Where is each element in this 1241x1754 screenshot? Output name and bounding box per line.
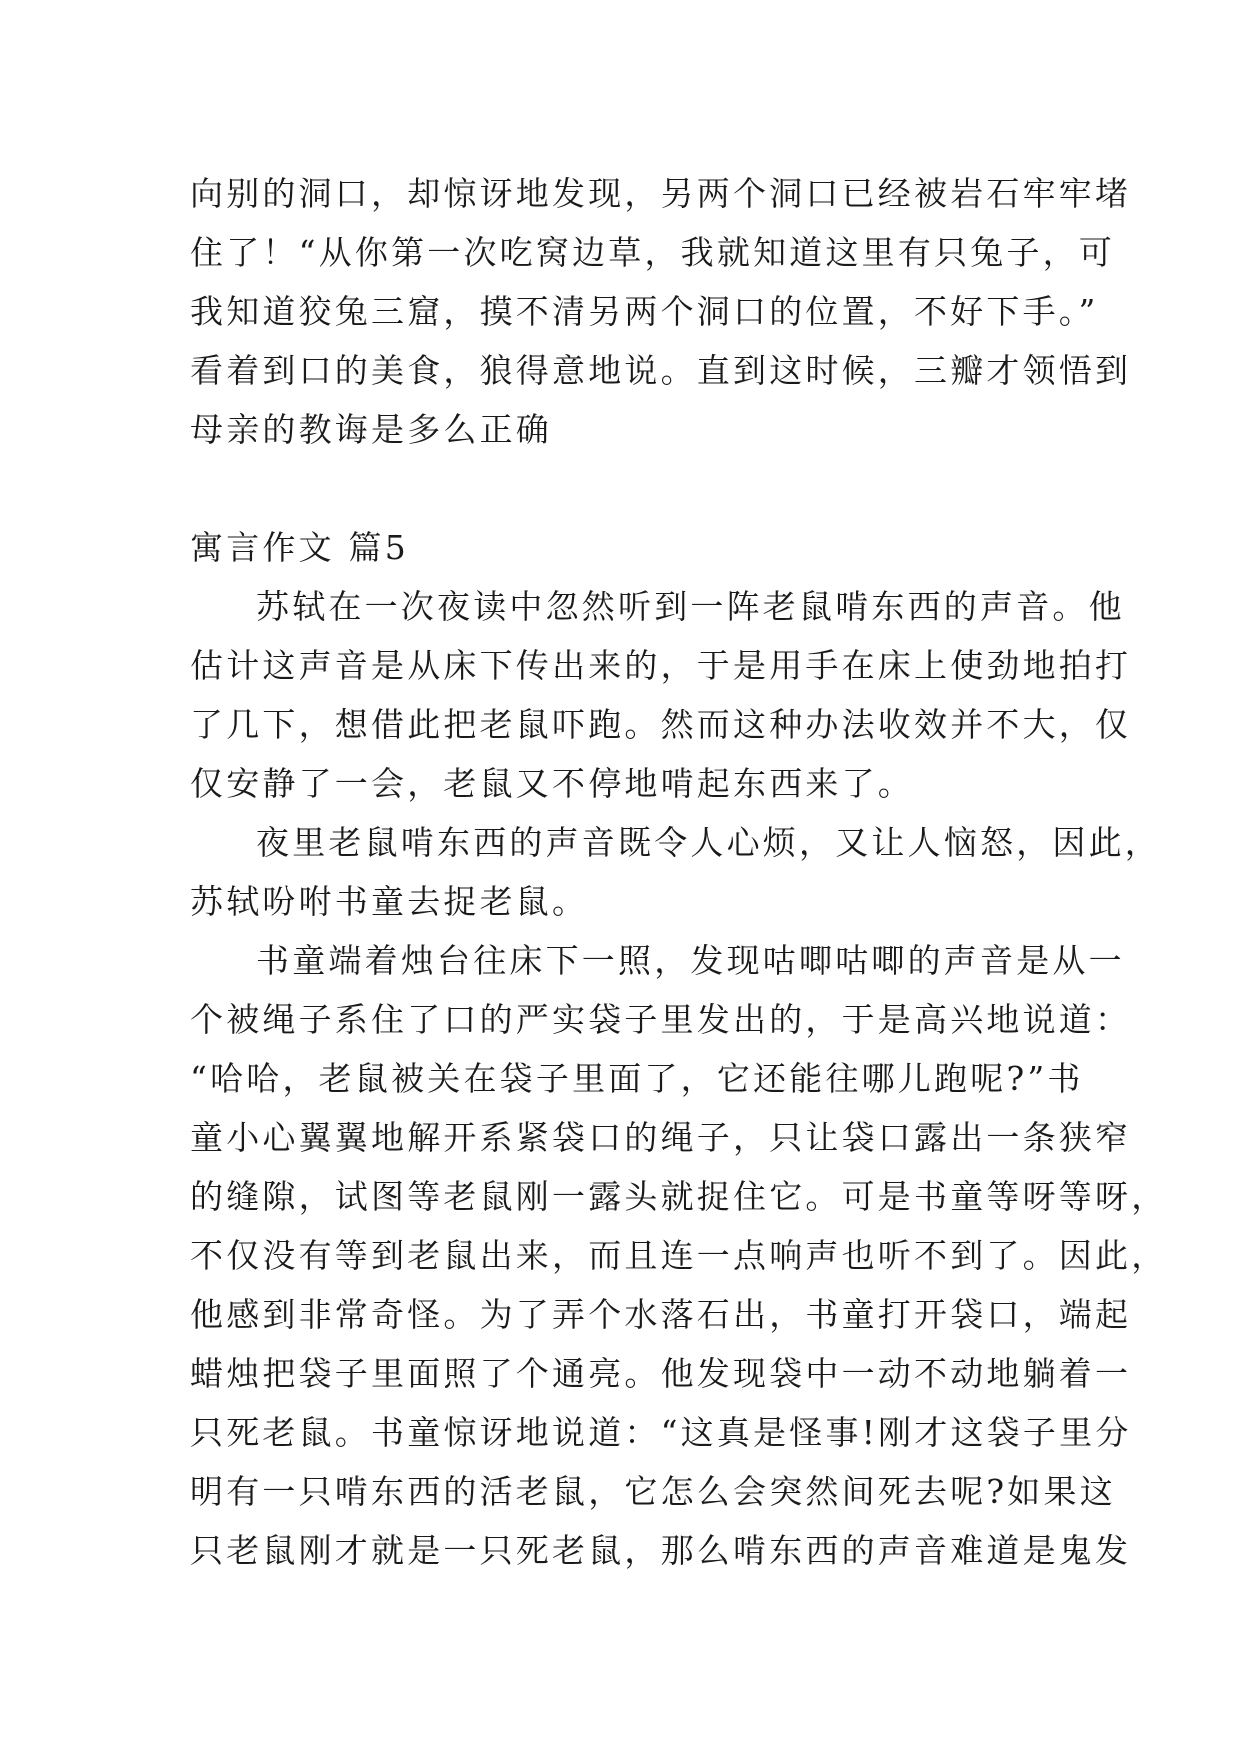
text-line: 苏轼在一次夜读中忽然听到一阵老鼠啃东西的声音。他 bbox=[256, 587, 1125, 626]
text-line: 个被绳子系住了口的严实袋子里发出的，于是高兴地说道： bbox=[190, 1000, 1132, 1039]
previous-section-text bbox=[190, 164, 1132, 459]
text-line: “哈哈，老鼠被关在袋子里面了，它还能往哪儿跑呢?”书 bbox=[190, 1059, 1084, 1098]
text-line: 母亲的教诲是多么正确 bbox=[190, 410, 552, 449]
text-line: 蜡烛把袋子里面照了个通亮。他发现袋中一动不动地躺着一 bbox=[190, 1354, 1132, 1393]
text-line: 他感到非常奇怪。为了弄个水落石出，书童打开袋口，端起 bbox=[190, 1295, 1132, 1334]
text-line: 书童端着烛台往床下一照，发现咕唧咕唧的声音是从一 bbox=[256, 941, 1125, 980]
text-line: 不仅没有等到老鼠出来，而且连一点响声也听不到了。因此， bbox=[190, 1236, 1168, 1275]
text-line: 只死老鼠。书童惊讶地说道：“这真是怪事!刚才这袋子里分 bbox=[190, 1413, 1132, 1452]
text-line: 向别的洞口，却惊讶地发现，另两个洞口已经被岩石牢牢堵 bbox=[190, 174, 1132, 213]
paragraph-1 bbox=[190, 577, 1132, 813]
text-line: 我知道狡兔三窟，摸不清另两个洞口的位置，不好下手。” bbox=[190, 292, 1099, 331]
text-line: 住了！“从你第一次吃窝边草，我就知道这里有只兔子，可 bbox=[190, 233, 1116, 272]
text-line: 夜里老鼠啃东西的声音既令人心烦，又让人恼怒，因此， bbox=[256, 823, 1161, 862]
text-line: 苏轼吩咐书童去捉老鼠。 bbox=[190, 882, 589, 921]
document-page bbox=[190, 164, 1168, 1580]
text-line: 明有一只啃东西的活老鼠，它怎么会突然间死去呢?如果这 bbox=[190, 1472, 1116, 1511]
text-line: 只老鼠刚才就是一只死老鼠，那么啃东西的声音难道是鬼发 bbox=[190, 1531, 1132, 1570]
text-line: 的缝隙，试图等老鼠刚一露头就捉住它。可是书童等呀等呀， bbox=[190, 1177, 1168, 1216]
text-line: 童小心翼翼地解开系紧袋口的绳子，只让袋口露出一条狭窄 bbox=[190, 1118, 1132, 1157]
text-line: 看着到口的美食，狼得意地说。直到这时候，三瓣才领悟到 bbox=[190, 351, 1132, 390]
paragraph-3 bbox=[190, 931, 1168, 1580]
text-line: 估计这声音是从床下传出来的，于是用手在床上使劲地拍打 bbox=[190, 646, 1132, 685]
section-title: 寓言作文 篇5 bbox=[190, 528, 409, 567]
text-line: 仅安静了一会，老鼠又不停地啃起东西来了。 bbox=[190, 764, 914, 803]
paragraph-2 bbox=[190, 813, 1161, 931]
text-line: 了几下，想借此把老鼠吓跑。然而这种办法收效并不大，仅 bbox=[190, 705, 1132, 744]
